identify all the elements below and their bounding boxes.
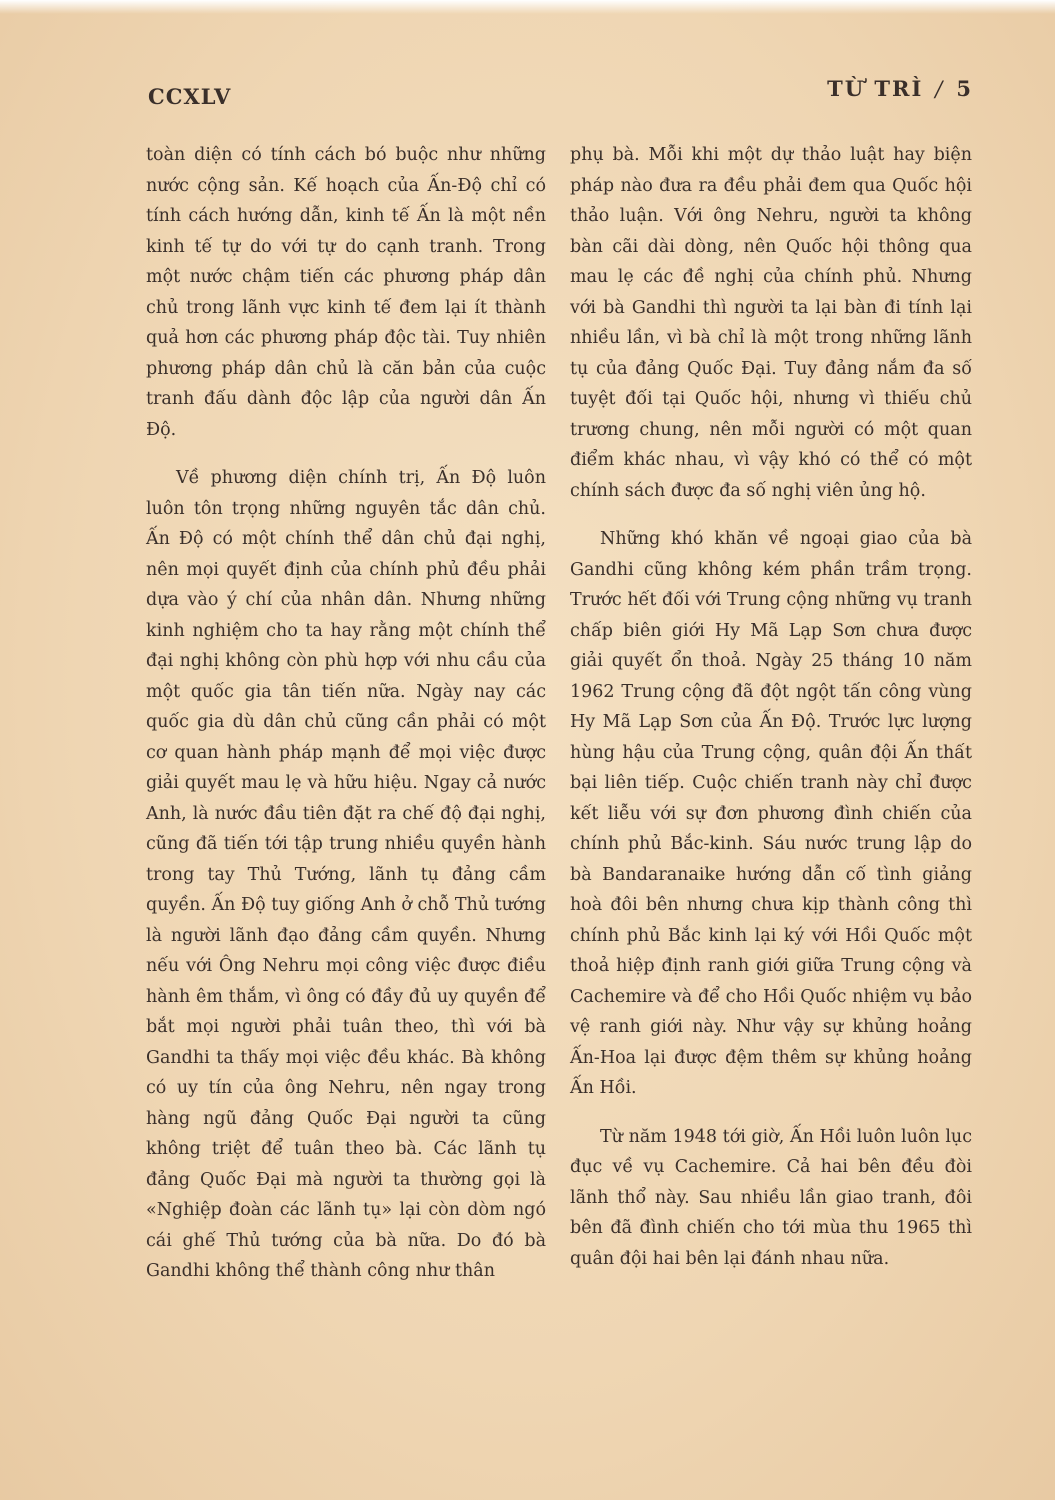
header-separator: / xyxy=(935,77,945,101)
page-top-edge xyxy=(0,0,1055,14)
right-column xyxy=(570,140,972,1292)
right-paragraph-2: Những khó khăn về ngoại giao của bà Gandhi cũng không kém phần trầm trọng. Trước hết đối với Trung cộng những vụ tranh chấp biên giới Hy Mã Lạp Sơn chưa được giải quyết ổn thoả. Ngày 25 tháng 10 năm 1962 Trung cộng đã đột ngột tấn công vùng Hy Mã Lạp Sơn của Ấn Độ. Trước lực lượng hùng hậu của Trung cộng, quân đội Ấn thất bại liên tiếp. Cuộc chiến tranh này chỉ được kết liễu với sự đơn phương đình chiến của chính phủ Bắc-kinh. Sáu nước trung lập do bà Bandaranaike hướng dẫn cố tình giảng hoà đôi bên nhưng chưa kịp thành công thì chính phủ Bắc kinh lại ký với Hồi Quốc một thoả hiệp định ranh giới giữa Trung cộng và Cachemire và để cho Hồi Quốc nhiệm vụ bảo vệ ranh giới này. Như vậy sự khủng hoảng Ấn-Hoa lại được đệm thêm sự khủng hoảng Ấn Hồi. xyxy=(570,529,972,1098)
page-header-left: CCXLV xyxy=(148,84,232,109)
page-header-right xyxy=(827,76,973,101)
page-number: 5 xyxy=(956,76,973,101)
right-paragraph-1: phụ bà. Mỗi khi một dự thảo luật hay biện pháp nào đưa ra đều phải đem qua Quốc hội thảo luận. Với ông Nehru, người ta không bàn cãi dài dòng, nên Quốc hội thông qua mau lẹ các đề nghị của chính phủ. Nhưng với bà Gandhi thì người ta lại bàn đi tính lại nhiều lần, vì bà chỉ là một trong những lãnh tụ của đảng Quốc Đại. Tuy đảng nắm đa số tuyệt đối tại Quốc hội, nhưng vì thiếu chủ trương chung, nên mỗi người có một quan điểm khác nhau, vì vậy khó có thể có một chính sách được đa số nghị viên ủng hộ. xyxy=(570,145,972,501)
right-paragraph-3: Từ năm 1948 tới giờ, Ấn Hồi luôn luôn lục đục về vụ Cachemire. Cả hai bên đều đòi lãnh thổ này. Sau nhiều lần giao tranh, đôi bên đã đình chiến cho tới mùa thu 1965 thì quân đội hai bên lại đánh nhau nữa. xyxy=(570,1126,972,1269)
left-paragraph-2: Về phương diện chính trị, Ấn Độ luôn luôn tôn trọng những nguyên tắc dân chủ. Ấn Độ có một chính thể dân chủ đại nghị, nên mọi quyết định của chính phủ đều phải dựa vào ý chí của nhân dân. Nhưng những kinh nghiệm cho ta hay rằng một chính thể đại nghị không còn phù hợp với nhu cầu của một quốc gia tân tiến nữa. Ngày nay các quốc gia dù dân chủ cũng cần phải có một cơ quan hành pháp mạnh để mọi việc được giải quyết mau lẹ và hữu hiệu. Ngay cả nước Anh, là nước đầu tiên đặt ra chế độ đại nghị, cũng đã tiến tới tập trung nhiều quyền hành trong tay Thủ Tướng, lãnh tụ đảng cầm quyền. Ấn Độ tuy giống Anh ở chỗ Thủ tướng là người lãnh đạo đảng cầm quyền. Nhưng nếu với Ông Nehru mọi công việc được điều hành êm thắm, vì ông có đầy đủ uy quyền để bắt mọi người phải tuân theo, thì với bà Gandhi ta thấy mọi việc đều khác. Bà không có uy tín của ông Nehru, nên ngay trong hàng ngũ đảng Quốc Đại người ta cũng không triệt để tuân theo bà. Các lãnh tụ đảng Quốc Đại mà người ta thường gọi là «Nghiệp đoàn các lãnh tụ» lại còn dòm ngó cái ghế Thủ tướng của bà nữa. Do đó bà Gandhi không thể thành công như thân xyxy=(146,468,546,1281)
running-title: TỪ TRÌ xyxy=(827,76,924,101)
left-column xyxy=(146,140,546,1305)
left-paragraph-1: toàn diện có tính cách bó buộc như những nước cộng sản. Kế hoạch của Ấn-Độ chỉ có tính cách hướng dẫn, kinh tế Ấn là một nền kinh tế tự do với tự do cạnh tranh. Trong một nước chậm tiến các phương pháp dân chủ trong lãnh vực kinh tế đem lại ít thành quả hơn các phương pháp độc tài. Tuy nhiên phương pháp dân chủ là căn bản của cuộc tranh đấu dành độc lập của người dân Ấn Độ. xyxy=(146,145,546,440)
